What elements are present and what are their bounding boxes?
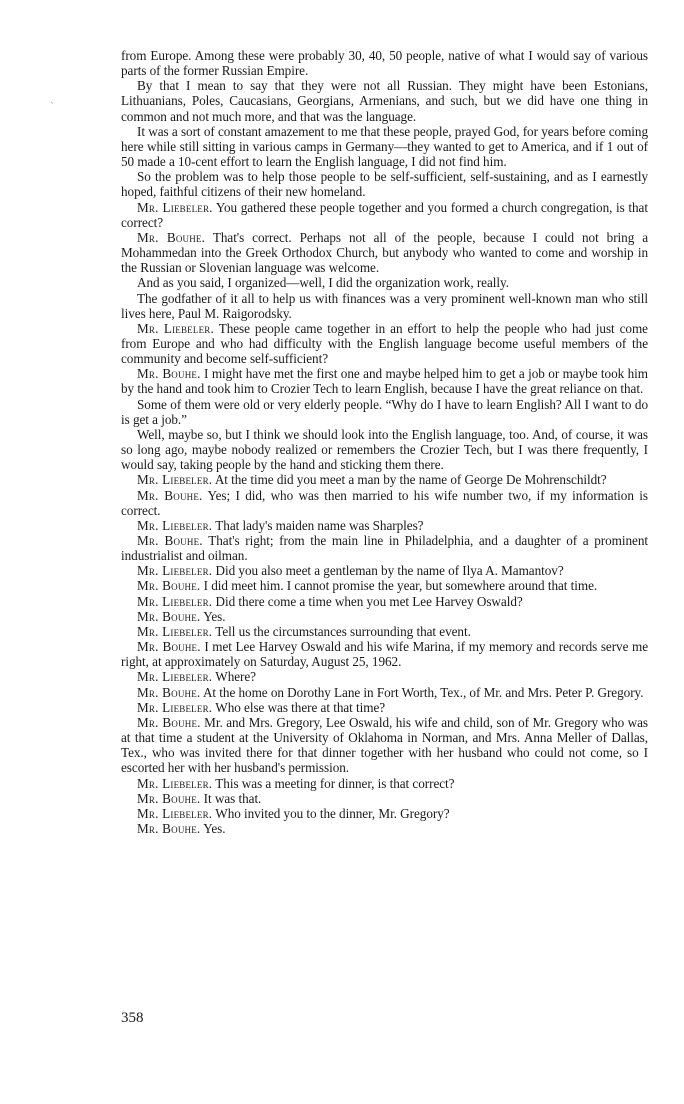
paragraph — [121, 563, 648, 578]
speaker-label: Mr. Liebeler. — [137, 699, 213, 715]
speaker-label: Mr. Bouhe. — [137, 578, 201, 594]
paragraph-text: Who invited you to the dinner, Mr. Gregory? — [215, 805, 450, 821]
paragraph-text: And as you said, I organized—well, I did the organization work, really. — [137, 275, 509, 291]
speaker-label: Mr. Bouhe. — [137, 639, 201, 655]
speaker-label: Mr. Bouhe. — [137, 608, 201, 624]
paragraph — [121, 685, 648, 700]
paragraph-text: At the home on Dorothy Lane in Fort Worth, Tex., of Mr. and Mrs. Peter P. Gregory. — [202, 684, 644, 700]
paragraph-text: The godfather of it all to help us with finances was a very prominent well-known man who still lives here, Paul M. Raigorodsky. — [121, 290, 648, 321]
paragraph-text: I did meet him. I cannot promise the year, but somewhere around that time. — [203, 578, 598, 594]
speaker-label: Mr. Liebeler. — [137, 199, 213, 215]
paragraph — [121, 624, 648, 639]
paragraph — [121, 230, 648, 275]
speaker-label: Mr. Bouhe. — [137, 714, 201, 730]
paragraph — [121, 488, 648, 518]
paragraph — [121, 594, 648, 609]
paragraph-text: Mr. and Mrs. Gregory, Lee Oswald, his wife and child, son of Mr. Gregory who was at that time a student at the University of Oklahoma in Norman, and Mrs. Anna Meller of Dallas, Tex., who was invited there for that dinner together with her husband who could not come, so I escorted her with her husband's permission. — [121, 714, 649, 776]
paragraph-text: This was a meeting for dinner, is that correct? — [215, 775, 455, 791]
speaker-label: Mr. Liebeler. — [137, 517, 213, 533]
margin-mark: ` — [50, 102, 55, 112]
paragraph — [121, 291, 648, 321]
paragraph — [121, 806, 648, 821]
paragraph-text: It was a sort of constant amazement to me that these people, prayed God, for years before coming here while still sitting in various camps in Germany—they wanted to get to America, and if 1 out of 50 made a 10-cent effort to learn the English language, I did not find him. — [121, 123, 648, 170]
paragraph — [121, 533, 648, 563]
paragraph-text: Well, maybe so, but I think we should look into the English language, too. And, of course, it was so long ago, maybe nobody realized or remembers the Crozier Tech, but I was there frequently, I would say, taking people by the hand and sticking them there. — [121, 426, 648, 473]
paragraph — [121, 669, 648, 684]
paragraph — [121, 791, 648, 806]
paragraph-text: It was that. — [203, 790, 262, 806]
paragraph-text: Some of them were old or very elderly people. “Why do I have to learn English? All I want to do is get a job.” — [121, 396, 648, 427]
paragraph-text: At the time did you meet a man by the name of George De Mohrenschildt? — [214, 472, 607, 488]
speaker-label: Mr. Bouhe. — [137, 487, 203, 503]
paragraph — [121, 518, 648, 533]
page-number: 358 — [121, 1010, 144, 1026]
paragraph — [121, 48, 648, 78]
paragraph — [121, 578, 648, 593]
paragraph-text: So the problem was to help those people to be self-sufficient, self-sustaining, and as I earnestly hoped, faithful citizens of their new homeland. — [121, 169, 648, 200]
paragraph-text: Yes; I did, who was then married to his wife number two, if my information is correct. — [121, 487, 648, 518]
paragraph-text: By that I mean to say that they were not all Russian. They might have been Estonians, Lithuanians, Poles, Caucasians, Georgians, Armenians, and such, but we did have one thing in common and not much more, and that was the language. — [121, 78, 648, 124]
paragraph — [121, 639, 648, 669]
speaker-label: Mr. Liebeler. — [137, 472, 213, 488]
paragraph-text: Yes. — [203, 608, 226, 624]
paragraph — [121, 776, 648, 791]
paragraph-text: These people came together in an effort to help the people who had just come from Europe and who had difficulty with the English language become useful members of the community and become self-sufficient? — [121, 320, 648, 367]
speaker-label: Mr. Bouhe. — [137, 533, 203, 548]
paragraph-text: I might have met the first one and maybe helped him to get a job or maybe took him by the hand and took him to Crozier Tech to learn English, because I have the great reliance on that. — [121, 366, 648, 397]
speaker-label: Mr. Bouhe. — [137, 684, 201, 700]
speaker-label: Mr. Bouhe. — [137, 790, 201, 806]
paragraph — [121, 169, 648, 199]
speaker-label: Mr. Bouhe. — [137, 229, 206, 245]
paragraph — [121, 275, 648, 290]
text-column — [121, 48, 648, 836]
paragraph — [121, 78, 648, 123]
paragraph — [121, 321, 648, 366]
paragraph-text: That's right; from the main line in Philadelphia, and a daughter of a prominent industrialist and oilman. — [121, 533, 648, 564]
paragraph — [121, 124, 648, 169]
paragraph-text: That lady's maiden name was Sharples? — [215, 517, 424, 533]
paragraph-text: You gathered these people together and you formed a church congregation, is that correct? — [121, 199, 648, 230]
speaker-label: Mr. Liebeler. — [137, 805, 213, 821]
speaker-label: Mr. Liebeler. — [137, 669, 213, 685]
paragraph — [121, 609, 648, 624]
paragraph-text: Yes. — [203, 820, 226, 836]
paragraph-text: Who else was there at that time? — [215, 699, 386, 715]
speaker-label: Mr. Liebeler. — [137, 593, 213, 609]
speaker-label: Mr. Liebeler. — [137, 563, 213, 579]
paragraph — [121, 200, 648, 230]
paragraph — [121, 715, 648, 776]
speaker-label: Mr. Bouhe. — [137, 366, 201, 382]
paragraph-text: Where? — [215, 669, 256, 685]
speaker-label: Mr. Liebeler. — [137, 320, 214, 336]
paragraph — [121, 821, 648, 836]
paragraph-text: That's correct. Perhaps not all of the people, because I could not bring a Mohammedan into the Greek Orthodox Church, but anybody who wanted to come and worship in the Russian or Slovenian language was welcome. — [121, 229, 648, 276]
paragraph — [121, 366, 648, 396]
paragraph — [121, 427, 648, 472]
paragraph — [121, 397, 648, 427]
paragraph-text: Did there come a time when you met Lee Harvey Oswald? — [215, 593, 523, 609]
paragraph-text: Tell us the circumstances surrounding that event. — [215, 623, 471, 639]
paragraph — [121, 700, 648, 715]
paragraph-text: from Europe. Among these were probably 30, 40, 50 people, native of what I would say of various parts of the former Russian Empire. — [121, 48, 648, 79]
paragraph-text: I met Lee Harvey Oswald and his wife Marina, if my memory and records serve me right, at approximately on Saturday, August 25, 1962. — [121, 639, 648, 670]
speaker-label: Mr. Liebeler. — [137, 623, 213, 639]
speaker-label: Mr. Bouhe. — [137, 820, 201, 836]
speaker-label: Mr. Liebeler. — [137, 775, 213, 791]
paragraph-text: Did you also meet a gentleman by the name of Ilya A. Mamantov? — [215, 563, 564, 579]
paragraph — [121, 472, 648, 487]
